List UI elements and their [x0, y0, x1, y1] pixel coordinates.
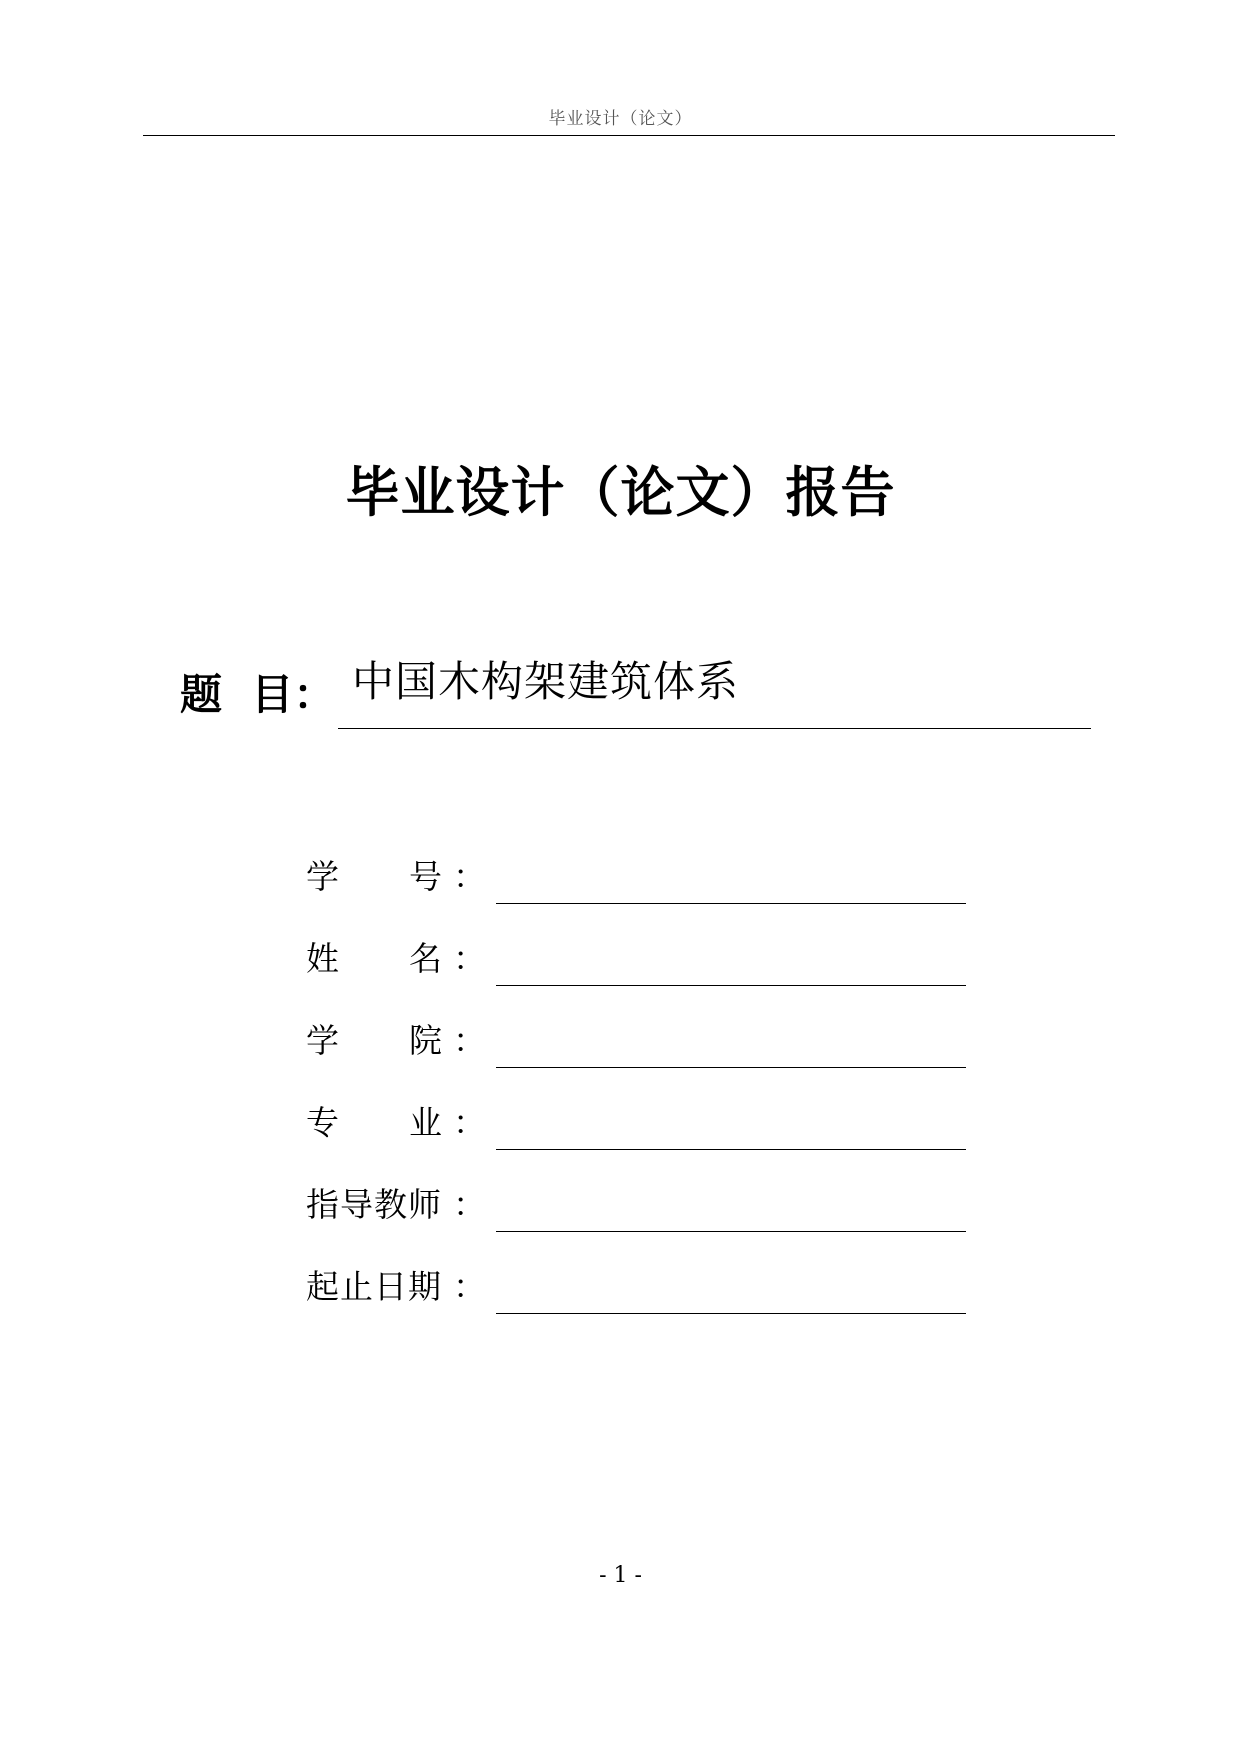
- date-range-row: [306, 1263, 966, 1323]
- name-field[interactable]: [496, 985, 966, 986]
- major-label: 专 业: [306, 1103, 443, 1142]
- major-row: [306, 1099, 966, 1159]
- topic-label: 题 目：: [180, 670, 336, 719]
- date-range-label: 起止日期: [306, 1267, 442, 1306]
- name-row: [306, 935, 966, 995]
- page-number: - 1 -: [599, 1563, 642, 1588]
- advisor-field[interactable]: [496, 1231, 966, 1232]
- running-header: 毕业设计（论文）: [548, 109, 693, 129]
- name-label: 姓 名: [306, 939, 443, 978]
- student-id-row: [306, 853, 966, 913]
- advisor-label: 指导教师: [306, 1185, 442, 1224]
- date-range-field[interactable]: [496, 1313, 966, 1314]
- date-range-colon: ：: [453, 1267, 486, 1306]
- college-field[interactable]: [496, 1067, 966, 1068]
- advisor-row: [306, 1181, 966, 1241]
- student-id-colon: ：: [453, 857, 486, 896]
- college-label: 学 院: [306, 1021, 443, 1060]
- header-divider: [143, 135, 1115, 136]
- topic-value: 中国木构架建筑体系: [352, 657, 740, 706]
- student-id-label: 学 号: [306, 857, 443, 896]
- college-row: [306, 1017, 966, 1077]
- name-colon: ：: [453, 939, 486, 978]
- advisor-colon: ：: [453, 1185, 486, 1224]
- topic-underline: [338, 728, 1091, 729]
- major-colon: ：: [453, 1103, 486, 1142]
- major-field[interactable]: [496, 1149, 966, 1150]
- college-colon: ：: [453, 1021, 486, 1060]
- student-id-field[interactable]: [496, 903, 966, 904]
- document-title: 毕业设计（论文）报告: [345, 461, 896, 524]
